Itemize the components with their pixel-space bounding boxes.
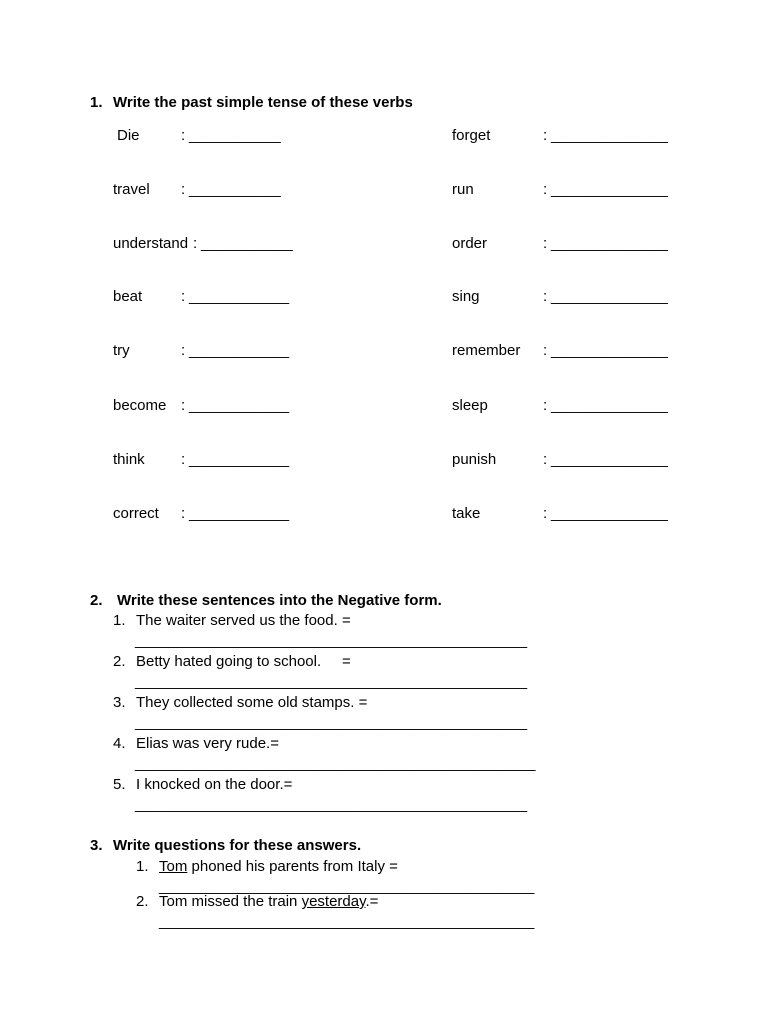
answer-blank: ______________ [551,505,668,522]
verb-word: punish [452,451,497,468]
sentence-text: Elias was very rude.= [136,735,279,752]
verb-colon: : [181,127,186,144]
sentence-text: .= [365,893,379,910]
item-number: 3. [113,694,126,711]
verb-colon: : [543,288,548,305]
sentence-text: They collected some old stamps. = [136,694,368,711]
answer-blank: ___________ [189,127,281,144]
sentence-text: Tom missed the train [159,893,302,910]
sentence-text: Betty hated going to school. = [136,653,351,670]
verb-colon: : [543,397,548,414]
verb-word: beat [113,288,143,305]
answer-blank: ______________ [551,342,668,359]
answer-blank: ___________ [189,181,281,198]
section-3-heading: Write questions for these answers. [113,837,362,854]
item-number: 1. [113,612,126,629]
sentence-text: phoned his parents from Italy = [187,858,398,875]
verb-colon: : [181,397,186,414]
verb-colon: : [543,342,548,359]
item-number: 4. [113,735,126,752]
sentence-text: I knocked on the door.= [136,776,293,793]
answer-line: _______________________________________________ [135,796,528,813]
answer-line: _______________________________________________ [135,632,528,649]
verb-colon: : [181,505,186,522]
answer-line: _____________________________________________ [159,913,535,930]
item-number: 1. [136,858,149,875]
answer-blank: ____________ [189,451,290,468]
answer-blank: ______________ [551,288,668,305]
verb-word: sleep [452,397,488,414]
answer-blank: ______________ [551,181,668,198]
sentence-text: The waiter served us the food. = [136,612,351,629]
verb-word: travel [113,181,150,198]
verb-colon: : [193,235,198,252]
verb-word: correct [113,505,159,522]
answer-blank: ______________ [551,127,668,144]
verb-colon: : [181,181,186,198]
verb-colon: : [543,127,548,144]
underlined-answer: yesterday [301,893,366,910]
answer-blank: ______________ [551,397,668,414]
verb-word: think [113,451,145,468]
verb-word: take [452,505,481,522]
verb-colon: : [543,181,548,198]
section-3-number: 3. [90,837,103,854]
answer-line: _____________________________________________ [159,878,535,895]
verb-colon: : [181,342,186,359]
verb-colon: : [543,235,548,252]
answer-blank: ____________ [189,505,290,522]
verb-word: forget [452,127,491,144]
verb-word: try [113,342,130,359]
item-number: 2. [136,893,149,910]
answer-line: _______________________________________________ [135,673,528,690]
verb-word: run [452,181,474,198]
verb-word: become [113,397,167,414]
verb-colon: : [181,451,186,468]
verb-word: Die [117,127,140,144]
verb-word: order [452,235,488,252]
answer-blank: ____________ [189,397,290,414]
answer-blank: ______________ [551,451,668,468]
answer-blank: ______________ [551,235,668,252]
answer-blank: ___________ [201,235,293,252]
underlined-answer: Tom [159,858,188,875]
verb-word: remember [452,342,521,359]
answer-sentence [159,893,378,911]
item-number: 5. [113,776,126,793]
verb-word: understand [113,235,189,252]
section-1-number: 1. [90,94,103,111]
section-1-heading: Write the past simple tense of these verbs [113,94,413,111]
answer-blank: ____________ [189,288,290,305]
section-2-heading: Write these sentences into the Negative form. [117,592,442,609]
verb-colon: : [543,451,548,468]
answer-line: ________________________________________________ [135,755,536,772]
verb-word: sing [452,288,480,305]
answer-blank: ____________ [189,342,290,359]
answer-line: _______________________________________________ [135,714,528,731]
verb-colon: : [543,505,548,522]
section-2-number: 2. [90,592,103,609]
answer-sentence [159,858,398,876]
verb-colon: : [181,288,186,305]
item-number: 2. [113,653,126,670]
